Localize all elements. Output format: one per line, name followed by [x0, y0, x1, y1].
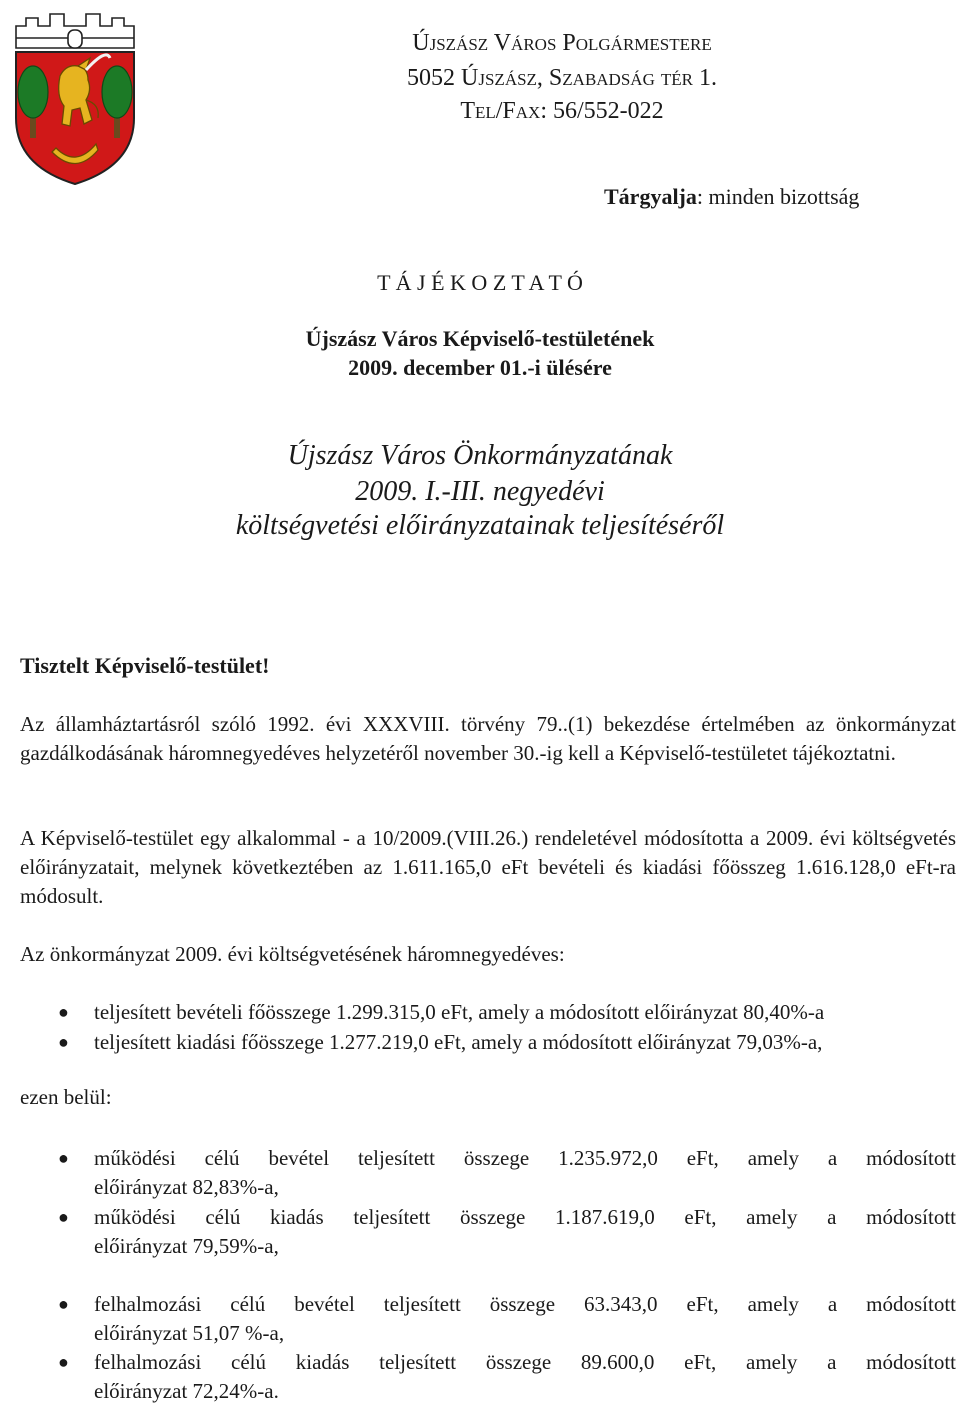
bullet-icon: ● — [58, 1207, 69, 1227]
greeting: Tisztelt Képviselő-testület! — [20, 653, 270, 678]
bullet-capital-expense — [94, 1348, 956, 1406]
bullet-line-1: felhalmozási célú bevétel teljesített összege 63.343,0 eFt, amely a módosított — [94, 1292, 956, 1316]
bullet-operating-revenue — [94, 1144, 956, 1202]
bullet-line-1: működési célú kiadás teljesített összege 1.187.619,0 eFt, amely a módosított — [94, 1205, 956, 1229]
discussion-value: : minden bizottság — [696, 184, 860, 209]
subject-line-2: 2009. I.-III. negyedévi — [355, 476, 605, 507]
subject-line-3: költségvetési előirányzatainak teljesítéséről — [235, 510, 725, 541]
paragraph-amendment: A Képviselő-testület egy alkalommal - a 10/2009.(VIII.26.) rendeletével módosította a 2009. évi költségvetés előirányzatait, melynek következtében az 1.611.165,0 eFt bevételi és kiadási főösszeg 1.616.128,0 eFt-ra módosult. — [20, 826, 956, 908]
meeting-line-1: Újszász Város Képviselő-testületének — [305, 326, 655, 351]
document-title: T Á J É K O Z T A T Ó — [377, 270, 583, 295]
bullet-icon: ● — [58, 1294, 69, 1314]
bullet-icon: ● — [58, 1032, 69, 1052]
paragraph-law: Az államháztartásról szóló 1992. évi XXXVIII. törvény 79..(1) bekezdése értelmében az önkormányzat gazdálkodásának háromnegyedéves helyzetéről november 30.-ig kell a Képviselő-testületet tájékoztatni. — [20, 712, 956, 765]
bullet-line-2: előirányzat 79,59%-a, — [94, 1234, 279, 1258]
subject-line-1: Újszász Város Önkormányzatának — [287, 440, 673, 471]
discussion-label: Tárgyalja — [604, 184, 697, 209]
coat-of-arms-icon — [6, 8, 144, 186]
bullet-expense-total: teljesített kiadási főösszege 1.277.219,0 eFt, amely a módosított előirányzat 79,03%-a, — [94, 1030, 823, 1054]
letterhead-name: Újszász Város Polgármestere — [412, 30, 712, 56]
bullet-line-2: előirányzat 51,07 %-a, — [94, 1321, 285, 1345]
within-label: ezen belül: — [20, 1085, 112, 1109]
letterhead-phone: Tel/Fax: 56/552-022 — [460, 98, 664, 124]
letterhead-address: 5052 Újszász, Szabadság tér 1. — [407, 65, 717, 91]
bullet-line-2: előirányzat 82,83%-a, — [94, 1175, 279, 1199]
bullet-capital-revenue — [94, 1290, 956, 1348]
bullet-icon: ● — [58, 1148, 69, 1168]
bullet-operating-expense — [94, 1203, 956, 1261]
discussion-line — [604, 184, 859, 210]
bullet-icon: ● — [58, 1002, 69, 1022]
meeting-line-2: 2009. december 01.-i ülésére — [348, 355, 612, 380]
paragraph-summary: Az önkormányzat 2009. évi költségvetésének háromnegyedéves: — [20, 942, 565, 966]
bullet-line-1: felhalmozási célú kiadás teljesített összege 89.600,0 eFt, amely a módosított — [94, 1350, 956, 1374]
bullet-line-1: működési célú bevétel teljesített összege 1.235.972,0 eFt, amely a módosított — [94, 1146, 956, 1170]
bullet-icon: ● — [58, 1352, 69, 1372]
bullet-revenue-total: teljesített bevételi főösszege 1.299.315,0 eFt, amely a módosított előirányzat 80,40%-a — [94, 1000, 825, 1024]
bullet-line-2: előirányzat 72,24%-a. — [94, 1379, 279, 1403]
